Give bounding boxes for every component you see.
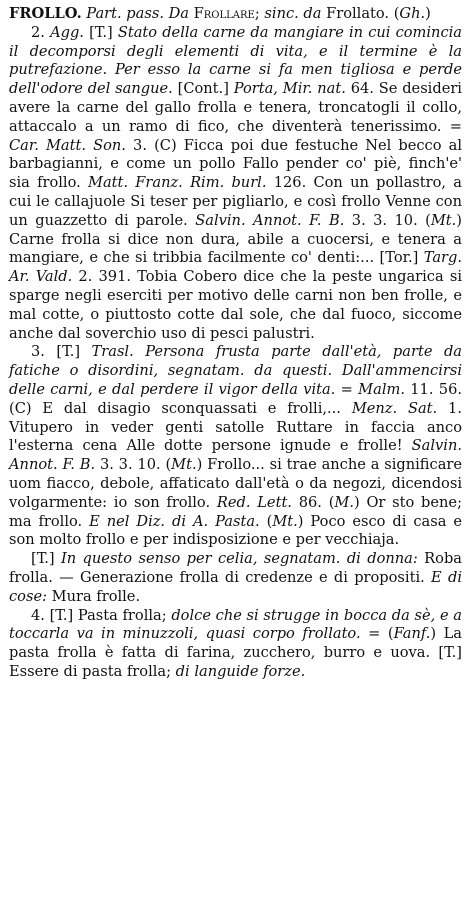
headword: FROLLO. xyxy=(9,5,82,22)
text-run: 64. Se desideri avere la carne del gallo frolla e tenera, troncatogli il collo, attaccalo a un ramo di fico, che diventerà tenerissimo. = xyxy=(9,80,462,135)
italic-run: E di cose: xyxy=(9,568,462,605)
italic-run: Menz. Sat. xyxy=(351,399,438,417)
sense-2-paragraph xyxy=(9,24,462,344)
italic-run: Part. pass. xyxy=(81,5,164,22)
italic-run: di languide forze. xyxy=(175,662,306,680)
text-run: 1. Vitupero in veder genti satolle Ruttare in faccia anco l'esterna cena Alle dotte persone ignude e frolle! xyxy=(9,399,462,455)
text-run: [T.] xyxy=(31,550,61,568)
italic-run: Mt. xyxy=(430,211,457,229)
italic-run: Car. Matt. Son. xyxy=(9,136,126,154)
text-run: Roba frolla. — Generazione frolla di credenze e di propositi. xyxy=(9,550,462,586)
italic-run: Mt. xyxy=(272,512,298,530)
text-run: 3. (C) Ficca poi due festuche Nel becco al barbagianni, e come un pollo Fallo pender co' piè, finch'e' sia frollo. xyxy=(9,136,462,192)
text-run: ) La pasta frolla è fatta di farina, zucchero, burro e uova. [T.] Essere di pasta frolla; xyxy=(9,625,462,680)
dictionary-entry-frollo xyxy=(9,5,462,682)
text-run: Mura frolle. xyxy=(47,587,141,605)
text-run: 2. 391. Tobia Cobero dice che la peste ungarica si sparge negli eserciti per motivo delle carni non ben frolle, e mal cotte, o piuttosto cotte dal sole, che dal fuoco, siccome anche dal soverchio uso di pesci palustri. xyxy=(9,268,462,342)
italic-run: Matt. Franz. Rim. burl. xyxy=(88,174,267,192)
text-run: ) Or sto bene; ma frollo. xyxy=(9,493,462,530)
italic-run: Trasl. Persona frusta parte dall'età, parte da fatiche o disordini, segnatam. da questi. Dall'ammencirsi delle carni, e dal perdere il vigor della vita. xyxy=(9,343,462,398)
italic-run: Stato della carne da mangiare in cui comincia il decomporsi degli elementi di vita, e il termine è la putrefazione. Per esso la carne si fa men tigliosa e perde dell'odore del sangue. xyxy=(9,23,462,98)
text-run: 2. xyxy=(31,23,51,41)
italic-run: Fanf. xyxy=(393,625,431,643)
italic-run: Salvin. Annot. F. B. xyxy=(9,437,462,474)
italic-run: Malm. xyxy=(358,380,405,398)
text-run: 86. ( xyxy=(291,493,335,511)
italic-run: In questo senso per celia, segnatam. di donna: xyxy=(61,550,418,568)
italic-run: Porta, Mir. nat. xyxy=(233,80,346,98)
text-run: 126. Con un pollastro, a cui le callajuole Si teser per pigliarlo, e così frollo Venne con un guazzetto di parole. xyxy=(9,174,462,229)
sense-3-paragraph xyxy=(9,343,462,550)
text-run: [Cont.] xyxy=(172,80,234,98)
text-run: 3. 3. 10. ( xyxy=(344,211,431,229)
text-run: = xyxy=(335,380,359,398)
sense-4-paragraph xyxy=(9,607,462,682)
italic-run: dolce che si strugge in bocca da sè, e a toccarla va in minuzzoli, quasi corpo frollato. xyxy=(9,606,462,643)
italic-run: Targ. Ar. Vald. xyxy=(9,249,462,286)
italic-run: sinc. da xyxy=(264,5,322,22)
italic-run: M. xyxy=(334,493,354,511)
italic-run: E nel Diz. di A. Pasta. xyxy=(89,512,260,530)
text-run: ( xyxy=(259,512,273,530)
text-run: ) Frollo... si trae anche a significare uom fiacco, debole, affaticato dall'età o da negozi, dicendosi volgarmente: io son frollo. xyxy=(9,456,463,511)
text-run: ; xyxy=(254,5,265,22)
small-caps-run: Frollare xyxy=(193,5,255,22)
italic-run: Agg. xyxy=(50,23,84,41)
text-run: 3. 3. 10. ( xyxy=(95,456,172,474)
text-run: Frollato. ( xyxy=(321,5,400,22)
italic-run: Salvin. Annot. F. B. xyxy=(195,211,345,229)
sense-3-note-paragraph xyxy=(9,550,462,606)
italic-run: Red. Lett. xyxy=(216,493,292,511)
italic-run: Gh. xyxy=(399,5,426,22)
italic-run: Da xyxy=(163,5,194,22)
text-run: 4. [T.] Pasta frolla; xyxy=(31,606,172,624)
text-run: 11. 56. (C) E dal disagio sconquassati e frolli,... xyxy=(9,380,462,417)
entry-headword-paragraph xyxy=(9,5,462,24)
text-run: [T.] xyxy=(83,23,118,41)
text-run: ) xyxy=(425,5,431,22)
italic-run: Mt. xyxy=(171,456,197,474)
text-run: = ( xyxy=(360,625,394,643)
text-run: ) Poco esco di casa e son molto frollo e per indisposizione e per vecchiaja. xyxy=(9,512,462,549)
text-run: 3. [T.] xyxy=(31,343,92,361)
text-run: ) Carne frolla si dice non dura, abile a cuocersi, e tenera a mangiare, e che si tribbia facilmente co' denti:... [Tor.] xyxy=(9,211,462,267)
